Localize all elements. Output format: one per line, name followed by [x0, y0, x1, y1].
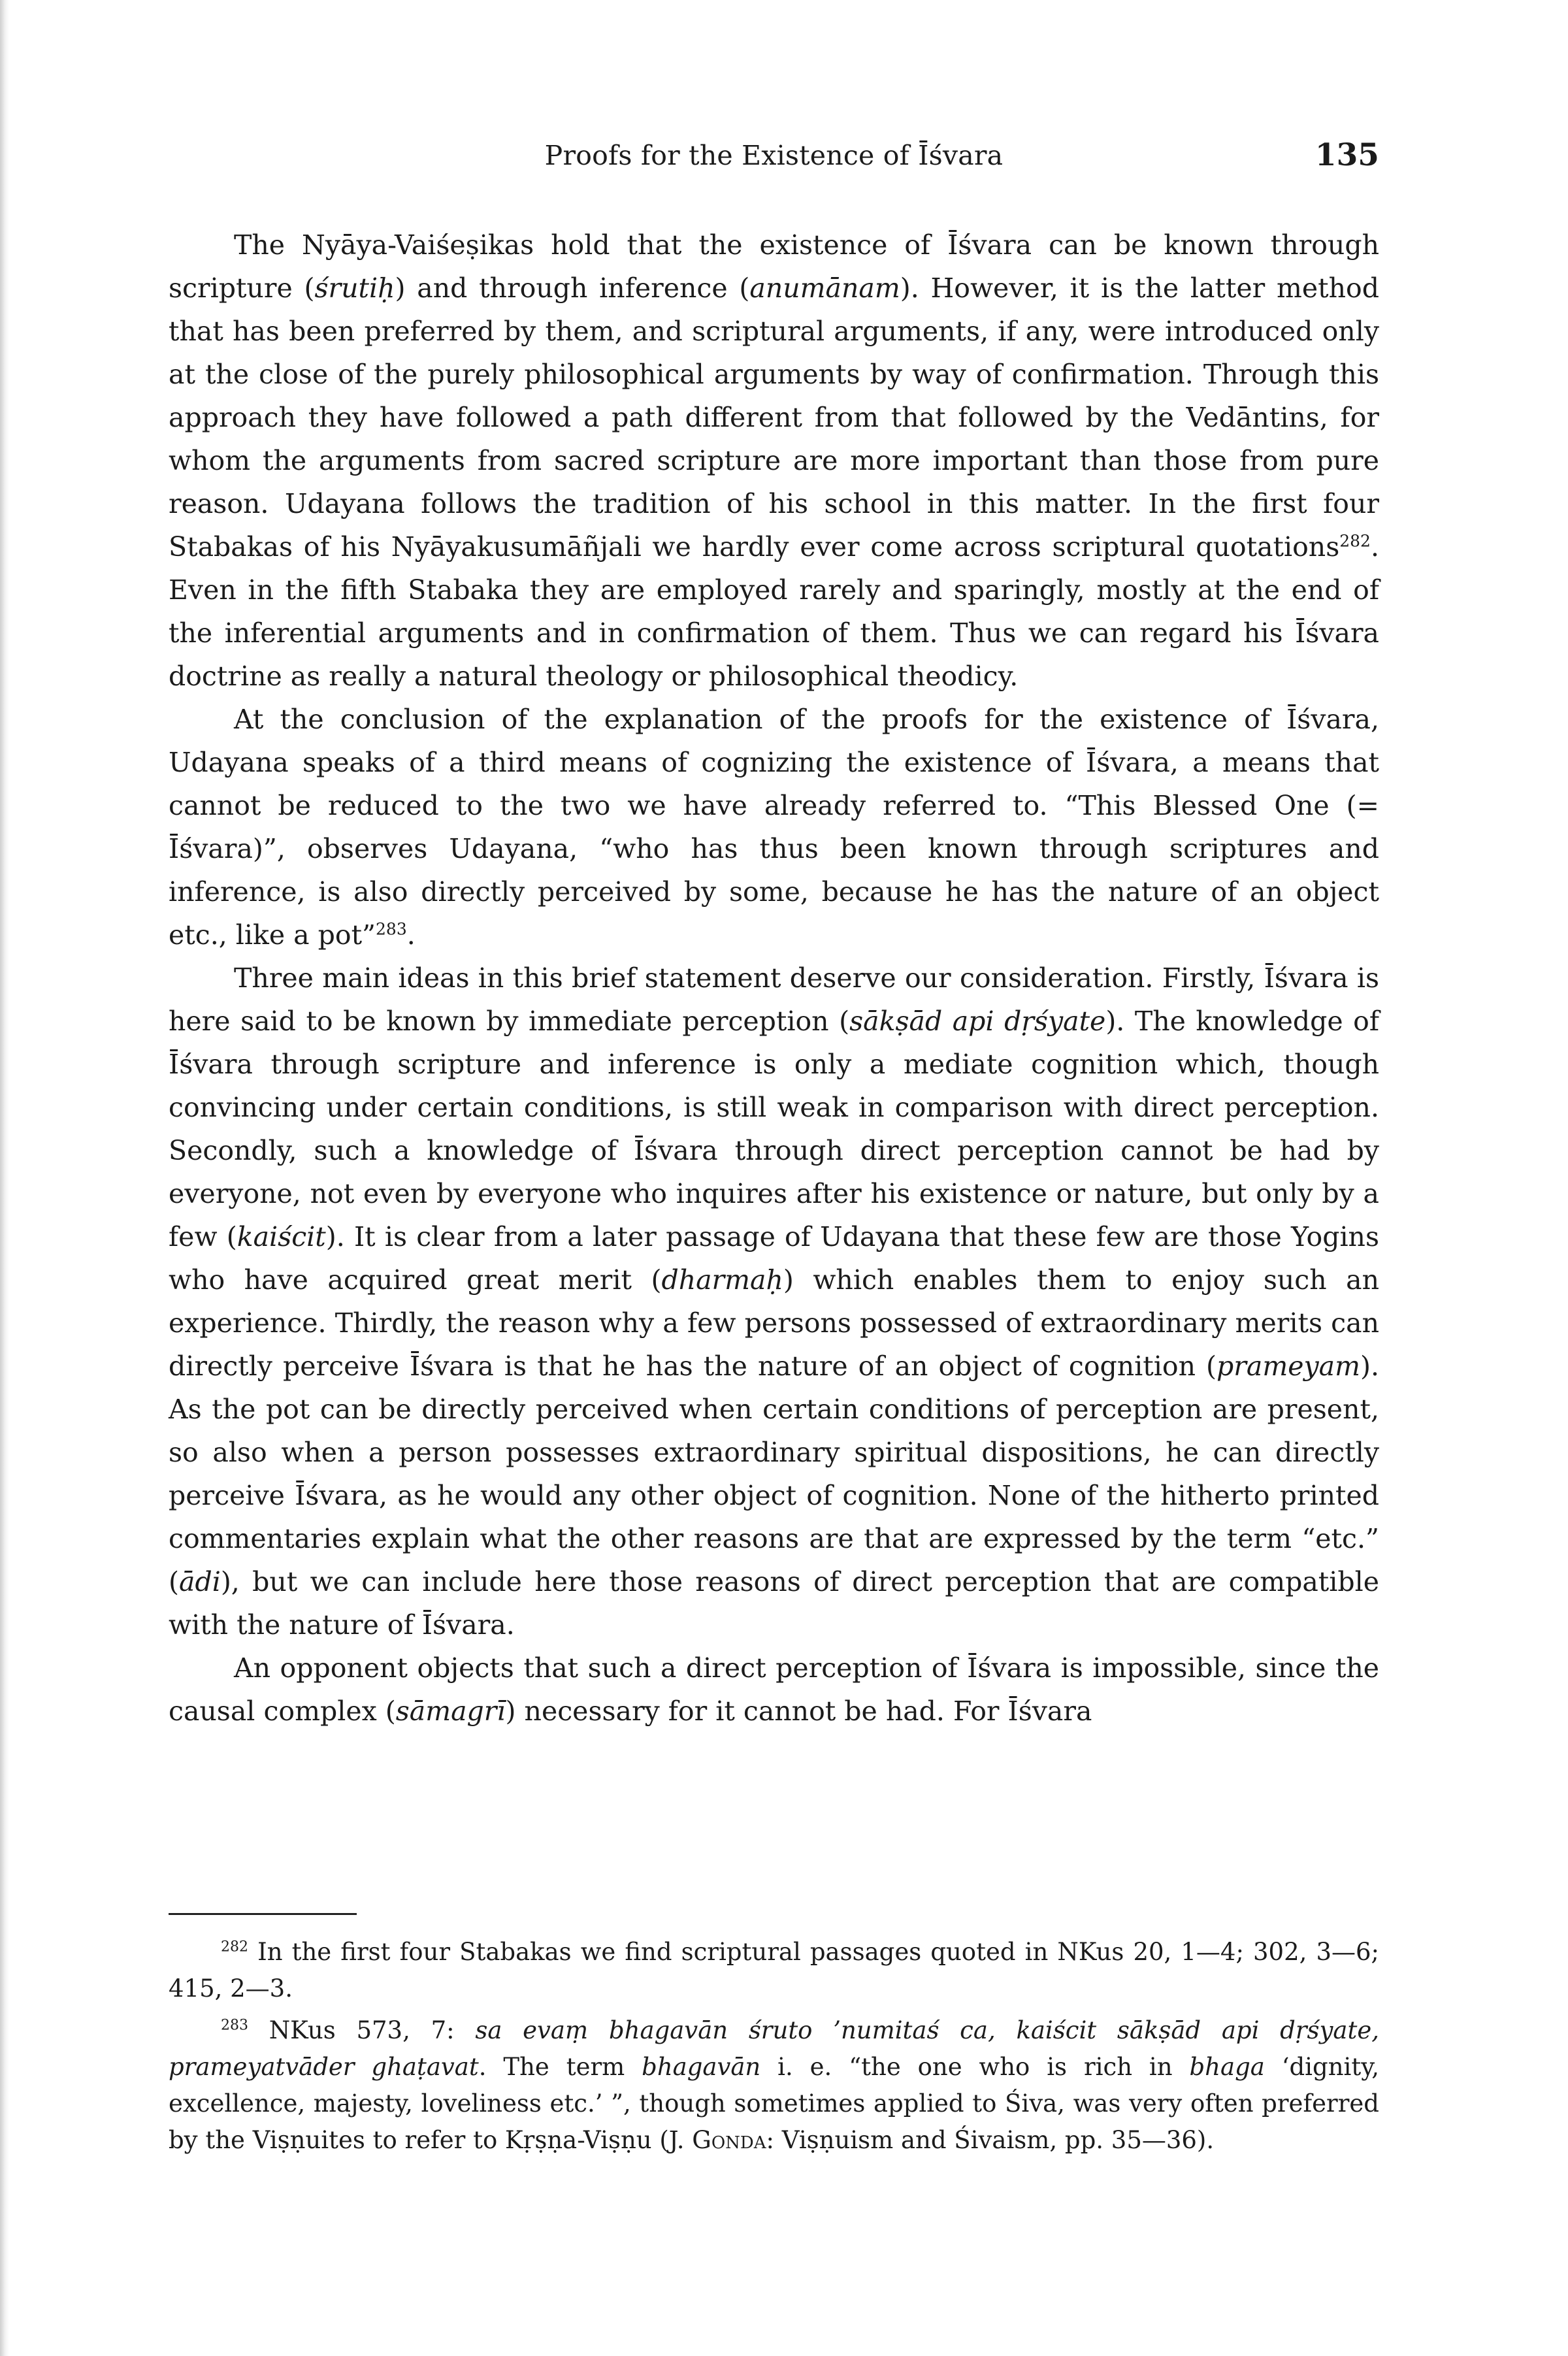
footnote-marker: 283	[221, 2017, 248, 2034]
footnote-283: $^{283}$ NKus 573, 7: sa evaṃ bhagavān śruto ’numitaś ca, kaiścit sākṣād api dṛśyate, prameyatvāder ghaṭavat. The term bhagavān i. e. “the one who is rich in bhaga ‘dignity, excellence, majesty, loveliness etc.’ ”, though sometimes applied to Śiva, was very often preferred by the Viṣṇuites to refer to Kṛṣṇa-Viṣṇu (J. Gonda: Viṣṇuism and Śivaism, pp. 35—36).	[169, 2016, 1379, 2154]
page-scan-edge	[0, 0, 9, 2356]
italic-term: śrutiḥ	[314, 272, 395, 304]
footnote-282: $^{282}$ In the first four Stabakas we find scriptural passages quoted in NKus 20, 1—4; 302, 3—6; 415, 2—3.	[169, 1938, 1379, 2003]
footnote-marker: 282	[221, 1939, 248, 1955]
italic-term: ādi	[179, 1566, 221, 1597]
italic-term: anumānam	[749, 272, 900, 304]
footnote-marker: 282	[1339, 531, 1371, 551]
footnote-marker: 283	[376, 919, 407, 939]
italic-term: bhagavān	[642, 2053, 761, 2081]
paragraph: At the conclusion of the explanation of the proofs for the existence of Īśvara, Udayana speaks of a third means of cognizing the existence of Īśvara, a means that cannot be reduced to the two we have already referred to. “This Blessed One (= Īśvara)”, observes Udayana, “who has thus been known through scriptures and inference, is also directly perceived by some, because he has the nature of an object etc., like a pot”$^{283}$.	[169, 704, 1379, 951]
author-name: Gonda	[692, 2126, 766, 2154]
paragraph: Three main ideas in this brief statement deserve our consideration. Firstly, Īśvara is here said to be known by immediate perception (sākṣād api dṛśyate). The knowledge of Īśvara through scripture and inference is only a mediate cognition which, though convincing under certain conditions, is still weak in comparison with direct perception. Secondly, such a knowledge of Īśvara through direct perception cannot be had by everyone, not even by everyone who inquires after his existence or nature, but only by a few (kaiścit). It is clear from a later passage of Udayana that these few are those Yogins who have acquired great merit (dharmaḥ) which enables them to enjoy such an experience. Thirdly, the reason why a few persons possessed of extraordinary merits can directly perceive Īśvara is that he has the nature of an object of cognition (prameyam). As the pot can be directly perceived when certain conditions of perception are present, so also when a person possesses extraordinary spiritual dispositions, he can directly perceive Īśvara, as he would any other object of cognition. None of the hitherto printed commentaries explain what the other reasons are that are expressed by the term “etc.” (ādi), but we can include here those reasons of direct perception that are compatible with the nature of Īśvara.	[169, 962, 1380, 1641]
italic-term: bhaga	[1189, 2053, 1265, 2081]
italic-term: sākṣād api dṛśyate	[849, 1006, 1106, 1037]
footnote-rule	[169, 1913, 357, 1915]
italic-term: dharmaḥ	[661, 1264, 783, 1296]
running-title: Proofs for the Existence of Īśvara	[544, 140, 1004, 171]
body-text	[169, 223, 1379, 1733]
page-number: 135	[1315, 137, 1379, 173]
paragraph: The Nyāya-Vaiśeṣikas hold that the existence of Īśvara can be known through scripture (śrutiḥ) and through inference (anumānam). However, it is the latter method that has been preferred by them, and scriptural arguments, if any, were introduced only at the close of the purely philosophical arguments by way of confirmation. Through this approach they have followed a path different from that followed by the Vedāntins, for whom the arguments from sacred scripture are more important than those from pure reason. Udayana follows the tradition of his school in this matter. In the first four Stabakas of his Nyāyakusumāñjali we hardly ever come across scriptural quotations$^{282}$. Even in the fifth Stabaka they are employed rarely and sparingly, mostly at the end of the inferential arguments and in confirmation of them. Thus we can regard his Īśvara doctrine as really a natural theology or philosophical theodicy.	[169, 229, 1379, 692]
italic-term: prameyam	[1217, 1350, 1360, 1382]
footnotes	[169, 1934, 1379, 2164]
italic-term: sa evaṃ bhagavān śruto ’numitaś ca, kaiścit sākṣād api dṛśyate, prameyatvāder ghaṭavat	[169, 2016, 1379, 2081]
italic-term: sāmagrī	[395, 1695, 506, 1727]
italic-term: kaiścit	[237, 1221, 326, 1252]
paragraph: An opponent objects that such a direct perception of Īśvara is impossible, since the causal complex (sāmagrī) necessary for it cannot be had. For Īśvara	[169, 1652, 1379, 1727]
running-header	[169, 137, 1379, 186]
